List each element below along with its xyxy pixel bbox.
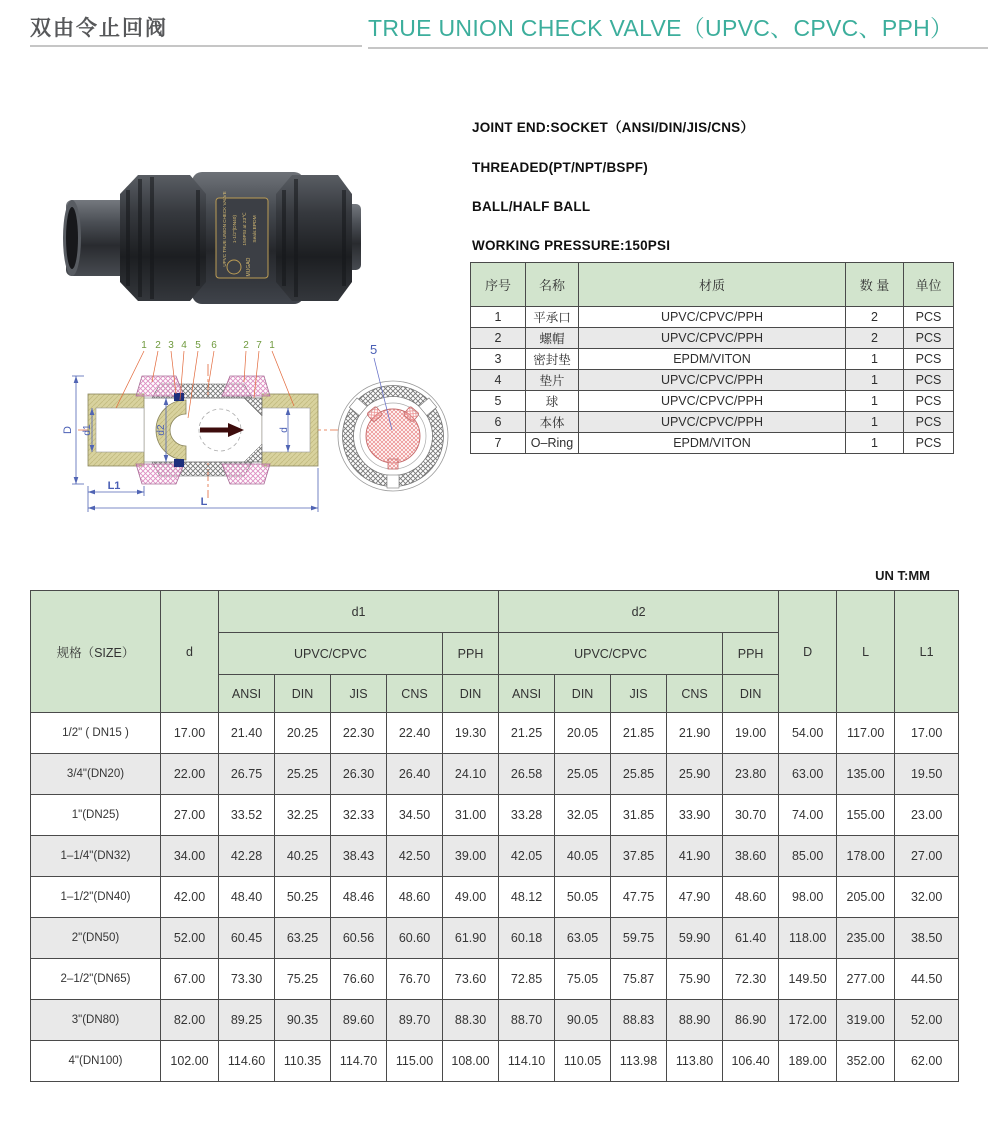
table-cell: 72.85 [499, 959, 555, 1000]
table-cell: 118.00 [779, 918, 837, 959]
end-view-callout-5: 5 [370, 342, 378, 357]
label-line: Seals:EPDM [253, 215, 258, 243]
table-cell: 89.25 [219, 1000, 275, 1041]
callout-1: 1 [141, 340, 147, 351]
table-cell: 23.80 [723, 754, 779, 795]
table-cell: 319.00 [837, 1000, 895, 1041]
table-cell: 48.60 [723, 877, 779, 918]
dim-col-D: D [779, 591, 837, 713]
page-title-en: TRUE UNION CHECK VALVE（UPVC、CPVC、PPH） [368, 15, 954, 41]
table-cell: 26.75 [219, 754, 275, 795]
table-row [471, 349, 954, 370]
table-cell: 63.25 [275, 918, 331, 959]
table-row [31, 918, 959, 959]
table-cell: 89.70 [387, 1000, 443, 1041]
table-cell: 21.90 [667, 713, 723, 754]
table-cell: 42.50 [387, 836, 443, 877]
table-cell: 88.83 [611, 1000, 667, 1041]
table-cell: 26.40 [387, 754, 443, 795]
table-cell: 5 [471, 391, 526, 412]
spec-line-threaded: THREADED(PT/NPT/BSPF) [472, 160, 648, 175]
table-cell: 19.30 [443, 713, 499, 754]
table-cell: 62.00 [895, 1041, 959, 1082]
table-cell: 2 [846, 328, 904, 349]
parts-table-section [470, 262, 954, 454]
table-cell: UPVC/CPVC/PPH [579, 412, 846, 433]
table-cell: 41.90 [667, 836, 723, 877]
table-cell: 85.00 [779, 836, 837, 877]
table-cell: 20.25 [275, 713, 331, 754]
table-cell: 33.90 [667, 795, 723, 836]
table-cell: 155.00 [837, 795, 895, 836]
table-cell: EPDM/VITON [579, 433, 846, 454]
table-cell: 48.12 [499, 877, 555, 918]
table-cell: 1 [846, 370, 904, 391]
table-cell: 21.25 [499, 713, 555, 754]
table-cell: 38.60 [723, 836, 779, 877]
table-cell: 48.60 [387, 877, 443, 918]
table-cell: 螺帽 [526, 328, 579, 349]
dim-std-din-d2: DIN [555, 675, 611, 713]
table-cell: 108.00 [443, 1041, 499, 1082]
spec-line-joint-end: JOINT END:SOCKET（ANSI/DIN/JIS/CNS） [472, 120, 755, 135]
table-cell: 40.05 [555, 836, 611, 877]
table-cell: 31.00 [443, 795, 499, 836]
table-cell: 25.25 [275, 754, 331, 795]
parts-col-unit: 单位 [904, 263, 954, 307]
table-cell: UPVC/CPVC/PPH [579, 328, 846, 349]
table-cell: 1–1/2"(DN40) [31, 877, 161, 918]
spec-line-ball: BALL/HALF BALL [472, 199, 591, 214]
table-cell: PCS [904, 412, 954, 433]
table-cell: 31.85 [611, 795, 667, 836]
table-cell: PCS [904, 433, 954, 454]
table-cell: 59.90 [667, 918, 723, 959]
table-cell: 63.05 [555, 918, 611, 959]
table-cell: 42.05 [499, 836, 555, 877]
table-cell: 76.60 [331, 959, 387, 1000]
table-cell: 50.25 [275, 877, 331, 918]
table-cell: 75.05 [555, 959, 611, 1000]
parts-col-no: 序号 [471, 263, 526, 307]
table-cell: UPVC/CPVC/PPH [579, 307, 846, 328]
table-row [31, 1000, 959, 1041]
table-cell: 27.00 [895, 836, 959, 877]
table-cell: PCS [904, 391, 954, 412]
dim-col-d: d [161, 591, 219, 713]
callout-5: 5 [195, 340, 201, 351]
table-cell: 115.00 [387, 1041, 443, 1082]
dim-std-pphdin-d2: DIN [723, 675, 779, 713]
dim-label-L: L [200, 496, 208, 508]
dim-label-d: d [279, 427, 290, 433]
table-cell: 42.00 [161, 877, 219, 918]
table-row [471, 433, 954, 454]
table-cell: 49.00 [443, 877, 499, 918]
table-cell: 48.40 [219, 877, 275, 918]
table-row [31, 836, 959, 877]
table-cell: 60.18 [499, 918, 555, 959]
table-cell: 178.00 [837, 836, 895, 877]
title-cn-underline [30, 45, 362, 47]
dim-label-d2: d2 [156, 424, 167, 436]
parts-table [470, 262, 954, 454]
table-cell: 22.40 [387, 713, 443, 754]
table-cell: 102.00 [161, 1041, 219, 1082]
table-cell: 6 [471, 412, 526, 433]
dim-std-din-d1: DIN [275, 675, 331, 713]
table-cell: EPDM/VITON [579, 349, 846, 370]
table-cell: 117.00 [837, 713, 895, 754]
table-cell: 17.00 [895, 713, 959, 754]
table-cell: 72.30 [723, 959, 779, 1000]
unit-note: UN T:MM [875, 568, 930, 583]
table-cell: 47.75 [611, 877, 667, 918]
table-cell: 2 [846, 307, 904, 328]
dim-group-pph-d2: PPH [723, 633, 779, 675]
dim-std-cns-d1: CNS [387, 675, 443, 713]
table-cell: 90.05 [555, 1000, 611, 1041]
table-cell: 17.00 [161, 713, 219, 754]
table-cell: 1 [846, 412, 904, 433]
table-cell: 3"(DN80) [31, 1000, 161, 1041]
table-cell: 89.60 [331, 1000, 387, 1041]
table-cell: 22.00 [161, 754, 219, 795]
table-row [31, 713, 959, 754]
table-row [31, 1041, 959, 1082]
spec-line-pressure: WORKING PRESSURE:150PSI [472, 238, 671, 253]
table-cell: 本体 [526, 412, 579, 433]
table-cell: 60.56 [331, 918, 387, 959]
table-cell: 352.00 [837, 1041, 895, 1082]
table-cell: 76.70 [387, 959, 443, 1000]
dim-group-d2: d2 [499, 591, 779, 633]
table-cell: 98.00 [779, 877, 837, 918]
table-cell: 172.00 [779, 1000, 837, 1041]
end-view [338, 342, 448, 491]
table-cell: 22.30 [331, 713, 387, 754]
table-cell: 1 [471, 307, 526, 328]
callout-6: 6 [211, 340, 217, 351]
table-cell: 27.00 [161, 795, 219, 836]
table-cell: 25.85 [611, 754, 667, 795]
table-cell: 86.90 [723, 1000, 779, 1041]
table-cell: 113.80 [667, 1041, 723, 1082]
spec-list [472, 116, 754, 277]
dim-col-L1: L1 [895, 591, 959, 713]
table-cell: 32.25 [275, 795, 331, 836]
table-cell: 61.40 [723, 918, 779, 959]
table-row [471, 307, 954, 328]
table-cell: 88.90 [667, 1000, 723, 1041]
table-cell: 33.28 [499, 795, 555, 836]
dim-std-jis-d1: JIS [331, 675, 387, 713]
table-row [31, 754, 959, 795]
table-cell: 52.00 [161, 918, 219, 959]
table-cell: 50.05 [555, 877, 611, 918]
title-en-underline [368, 47, 988, 49]
table-cell: 88.70 [499, 1000, 555, 1041]
table-cell: UPVC/CPVC/PPH [579, 391, 846, 412]
dim-group-upvc-cpvc-d1: UPVC/CPVC [219, 633, 443, 675]
dim-std-cns-d2: CNS [667, 675, 723, 713]
table-cell: 52.00 [895, 1000, 959, 1041]
table-cell: 32.33 [331, 795, 387, 836]
page-title-cn: 双由令止回阀 [30, 17, 168, 40]
table-row [471, 370, 954, 391]
parts-col-name: 名称 [526, 263, 579, 307]
table-cell: 40.25 [275, 836, 331, 877]
table-cell: UPVC/CPVC/PPH [579, 370, 846, 391]
table-cell: 44.50 [895, 959, 959, 1000]
table-cell: 1"(DN25) [31, 795, 161, 836]
table-cell: 4 [471, 370, 526, 391]
table-cell: 23.00 [895, 795, 959, 836]
table-cell: 2"(DN50) [31, 918, 161, 959]
table-cell: 25.90 [667, 754, 723, 795]
table-cell: 113.98 [611, 1041, 667, 1082]
dim-group-pph-d1: PPH [443, 633, 499, 675]
table-cell: 106.40 [723, 1041, 779, 1082]
table-cell: 67.00 [161, 959, 219, 1000]
dimension-table [30, 590, 959, 1082]
table-cell: 135.00 [837, 754, 895, 795]
table-cell: 110.35 [275, 1041, 331, 1082]
dim-std-jis-d2: JIS [611, 675, 667, 713]
table-row [31, 877, 959, 918]
parts-col-material: 材质 [579, 263, 846, 307]
table-cell: 39.00 [443, 836, 499, 877]
table-cell: PCS [904, 307, 954, 328]
dim-std-ansi-d2: ANSI [499, 675, 555, 713]
table-cell: 63.00 [779, 754, 837, 795]
valve-photo-svg [52, 148, 362, 323]
table-cell: 189.00 [779, 1041, 837, 1082]
table-cell: 38.43 [331, 836, 387, 877]
technical-drawing-svg [48, 336, 468, 526]
table-cell: 75.90 [667, 959, 723, 1000]
table-cell: 61.90 [443, 918, 499, 959]
table-cell: 19.00 [723, 713, 779, 754]
table-row [471, 328, 954, 349]
dim-label-d1: d1 [82, 424, 93, 436]
table-cell: 3 [471, 349, 526, 370]
table-cell: 球 [526, 391, 579, 412]
table-cell: 19.50 [895, 754, 959, 795]
table-cell: 34.00 [161, 836, 219, 877]
dim-std-ansi-d1: ANSI [219, 675, 275, 713]
dim-std-pphdin-d1: DIN [443, 675, 499, 713]
table-cell: 114.10 [499, 1041, 555, 1082]
table-cell: 2–1/2"(DN65) [31, 959, 161, 1000]
table-cell: 1 [846, 433, 904, 454]
table-cell: 59.75 [611, 918, 667, 959]
table-cell: 30.70 [723, 795, 779, 836]
table-cell: O–Ring [526, 433, 579, 454]
valve-gold-label [216, 191, 268, 278]
table-cell: 平承口 [526, 307, 579, 328]
table-cell: PCS [904, 349, 954, 370]
table-cell: 7 [471, 433, 526, 454]
table-cell: 110.05 [555, 1041, 611, 1082]
table-cell: 149.50 [779, 959, 837, 1000]
callout-2b: 2 [243, 340, 249, 351]
valve-body-graphic [63, 172, 361, 304]
callout-4: 4 [181, 340, 187, 351]
table-cell: 205.00 [837, 877, 895, 918]
table-cell: 24.10 [443, 754, 499, 795]
table-cell: 88.30 [443, 1000, 499, 1041]
dim-col-size: 规格（SIZE） [31, 591, 161, 713]
table-cell: 1 [846, 391, 904, 412]
dim-header-row-1 [31, 591, 959, 633]
table-cell: PCS [904, 370, 954, 391]
label-line: UPVC TRUE UNION CHECK VALVE [222, 191, 227, 267]
table-cell: 75.25 [275, 959, 331, 1000]
table-cell: 1 [846, 349, 904, 370]
dim-group-upvc-cpvc-d2: UPVC/CPVC [499, 633, 723, 675]
table-cell: 21.85 [611, 713, 667, 754]
table-cell: 235.00 [837, 918, 895, 959]
table-cell: 90.35 [275, 1000, 331, 1041]
table-cell: 47.90 [667, 877, 723, 918]
table-cell: 1/2" ( DN15 ) [31, 713, 161, 754]
table-cell: 82.00 [161, 1000, 219, 1041]
callout-numbers [141, 340, 275, 351]
dim-label-D: D [62, 426, 74, 434]
table-cell: 密封垫 [526, 349, 579, 370]
callout-7: 7 [256, 340, 262, 351]
table-cell: 20.05 [555, 713, 611, 754]
table-cell: 37.85 [611, 836, 667, 877]
table-cell: 26.30 [331, 754, 387, 795]
label-brand: MUGAO [246, 257, 252, 277]
table-cell: 26.58 [499, 754, 555, 795]
table-cell: 75.87 [611, 959, 667, 1000]
table-cell: 2 [471, 328, 526, 349]
dim-label-L1: L1 [107, 480, 121, 492]
dim-group-d1: d1 [219, 591, 499, 633]
table-cell: 114.70 [331, 1041, 387, 1082]
table-cell: 32.05 [555, 795, 611, 836]
table-cell: 73.60 [443, 959, 499, 1000]
table-cell: 25.05 [555, 754, 611, 795]
label-line: 150PSI at 23℃ [243, 212, 248, 246]
technical-drawing [48, 336, 468, 531]
table-cell: 4"(DN100) [31, 1041, 161, 1082]
table-cell: 21.40 [219, 713, 275, 754]
callout-3: 3 [168, 340, 174, 351]
product-photo [52, 148, 362, 328]
table-cell: 114.60 [219, 1041, 275, 1082]
table-cell: 60.45 [219, 918, 275, 959]
parts-header-row [471, 263, 954, 307]
label-line: 1-1/2"(DN40) [233, 214, 238, 244]
table-cell: 1–1/4"(DN32) [31, 836, 161, 877]
table-cell: 42.28 [219, 836, 275, 877]
table-row [31, 795, 959, 836]
dim-col-L: L [837, 591, 895, 713]
table-cell: 73.30 [219, 959, 275, 1000]
table-cell: 60.60 [387, 918, 443, 959]
table-row [471, 391, 954, 412]
parts-col-qty: 数 量 [846, 263, 904, 307]
table-cell: 垫片 [526, 370, 579, 391]
table-cell: 38.50 [895, 918, 959, 959]
callout-2: 2 [155, 340, 161, 351]
table-cell: 54.00 [779, 713, 837, 754]
table-cell: 277.00 [837, 959, 895, 1000]
table-cell: 48.46 [331, 877, 387, 918]
table-cell: PCS [904, 328, 954, 349]
cross-section-view [62, 340, 340, 512]
dimension-table-section [30, 590, 959, 1082]
table-row [31, 959, 959, 1000]
table-cell: 74.00 [779, 795, 837, 836]
table-cell: 3/4"(DN20) [31, 754, 161, 795]
table-cell: 32.00 [895, 877, 959, 918]
callout-1b: 1 [269, 340, 275, 351]
table-cell: 33.52 [219, 795, 275, 836]
table-row [471, 412, 954, 433]
table-cell: 34.50 [387, 795, 443, 836]
